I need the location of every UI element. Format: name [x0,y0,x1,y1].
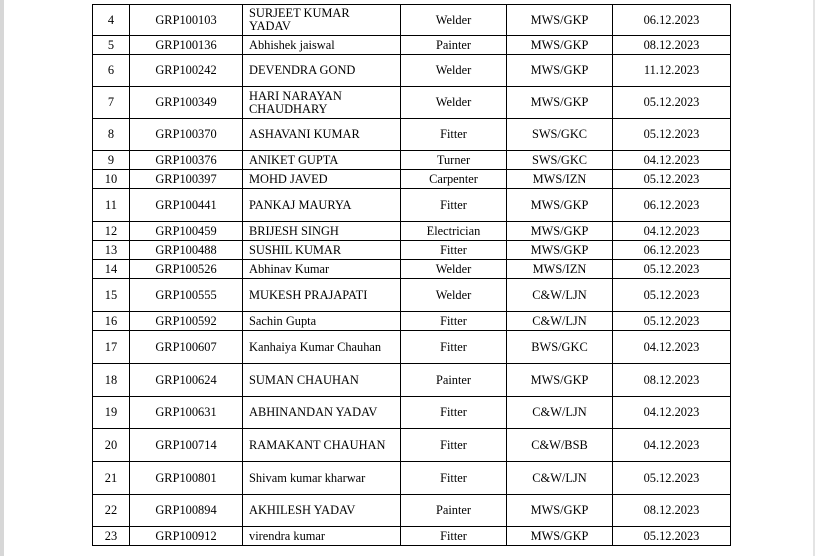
candidate-name-cell: BRIJESH SINGH [243,222,401,241]
serial-number-cell: 4 [93,5,130,36]
table-row [93,5,731,36]
candidate-name-cell: SUMAN CHAUHAN [243,364,401,397]
trade-cell: Painter [401,495,507,527]
candidate-name-cell: Abhinav Kumar [243,260,401,279]
date-cell: 04.12.2023 [613,151,731,170]
candidate-name-cell: Abhishek jaiswal [243,36,401,55]
registration-id-cell: GRP100801 [130,462,243,495]
unit-cell: MWS/GKP [507,222,613,241]
serial-number-cell: 9 [93,151,130,170]
unit-cell: MWS/GKP [507,87,613,119]
registration-id-cell: GRP100607 [130,331,243,364]
registration-id-cell: GRP100714 [130,429,243,462]
registration-id-cell: GRP100488 [130,241,243,260]
registration-id-cell: GRP100397 [130,170,243,189]
serial-number-cell: 16 [93,312,130,331]
table-row [93,279,731,312]
registration-id-cell: GRP100526 [130,260,243,279]
trade-cell: Electrician [401,222,507,241]
trade-cell: Welder [401,5,507,36]
date-cell: 06.12.2023 [613,241,731,260]
serial-number-cell: 6 [93,55,130,87]
table-row [93,151,731,170]
trade-cell: Welder [401,87,507,119]
unit-cell: MWS/GKP [507,527,613,546]
table-row [93,87,731,119]
unit-cell: C&W/BSB [507,429,613,462]
candidate-name-cell: MOHD JAVED [243,170,401,189]
date-cell: 05.12.2023 [613,260,731,279]
unit-cell: MWS/GKP [507,495,613,527]
candidate-name-cell: Sachin Gupta [243,312,401,331]
registration-id-cell: GRP100555 [130,279,243,312]
trade-cell: Fitter [401,119,507,151]
table-row [93,429,731,462]
serial-number-cell: 13 [93,241,130,260]
table-row [93,331,731,364]
registration-id-cell: GRP100631 [130,397,243,429]
trade-cell: Fitter [401,397,507,429]
unit-cell: MWS/GKP [507,364,613,397]
unit-cell: MWS/GKP [507,5,613,36]
trade-cell: Fitter [401,189,507,222]
trade-cell: Fitter [401,462,507,495]
table-row [93,495,731,527]
serial-number-cell: 17 [93,331,130,364]
serial-number-cell: 12 [93,222,130,241]
unit-cell: MWS/IZN [507,170,613,189]
date-cell: 04.12.2023 [613,429,731,462]
date-cell: 06.12.2023 [613,5,731,36]
serial-number-cell: 5 [93,36,130,55]
table-row [93,36,731,55]
registration-id-cell: GRP100136 [130,36,243,55]
serial-number-cell: 10 [93,170,130,189]
registration-id-cell: GRP100349 [130,87,243,119]
table-row [93,189,731,222]
date-cell: 08.12.2023 [613,495,731,527]
unit-cell: MWS/GKP [507,189,613,222]
table-row [93,527,731,546]
registration-id-cell: GRP100103 [130,5,243,36]
viewer-left-edge [0,0,4,556]
table-row [93,222,731,241]
serial-number-cell: 21 [93,462,130,495]
candidate-name-cell: ASHAVANI KUMAR [243,119,401,151]
candidate-table [92,4,731,546]
date-cell: 04.12.2023 [613,222,731,241]
serial-number-cell: 8 [93,119,130,151]
serial-number-cell: 11 [93,189,130,222]
date-cell: 04.12.2023 [613,397,731,429]
registration-id-cell: GRP100441 [130,189,243,222]
date-cell: 05.12.2023 [613,170,731,189]
unit-cell: C&W/LJN [507,279,613,312]
candidate-name-cell: RAMAKANT CHAUHAN [243,429,401,462]
date-cell: 05.12.2023 [613,312,731,331]
unit-cell: MWS/GKP [507,241,613,260]
candidate-name-cell: Kanhaiya Kumar Chauhan [243,331,401,364]
registration-id-cell: GRP100370 [130,119,243,151]
candidate-name-cell: SUSHIL KUMAR [243,241,401,260]
trade-cell: Carpenter [401,170,507,189]
table-row [93,170,731,189]
date-cell: 08.12.2023 [613,36,731,55]
serial-number-cell: 18 [93,364,130,397]
trade-cell: Welder [401,260,507,279]
trade-cell: Fitter [401,527,507,546]
serial-number-cell: 20 [93,429,130,462]
trade-cell: Welder [401,55,507,87]
table-row [93,260,731,279]
unit-cell: C&W/LJN [507,462,613,495]
trade-cell: Turner [401,151,507,170]
candidate-name-cell: HARI NARAYAN CHAUDHARY [243,87,401,119]
date-cell: 05.12.2023 [613,279,731,312]
unit-cell: SWS/GKC [507,119,613,151]
date-cell: 05.12.2023 [613,462,731,495]
candidate-name-cell: SURJEET KUMAR YADAV [243,5,401,36]
registration-id-cell: GRP100376 [130,151,243,170]
table-row [93,364,731,397]
serial-number-cell: 14 [93,260,130,279]
trade-cell: Painter [401,364,507,397]
table-row [93,397,731,429]
date-cell: 05.12.2023 [613,119,731,151]
candidate-name-cell: Shivam kumar kharwar [243,462,401,495]
unit-cell: C&W/LJN [507,312,613,331]
candidate-name-cell: DEVENDRA GOND [243,55,401,87]
registration-id-cell: GRP100459 [130,222,243,241]
trade-cell: Fitter [401,312,507,331]
trade-cell: Fitter [401,429,507,462]
trade-cell: Fitter [401,331,507,364]
candidate-name-cell: virendra kumar [243,527,401,546]
table-row [93,312,731,331]
trade-cell: Painter [401,36,507,55]
registration-id-cell: GRP100912 [130,527,243,546]
candidate-name-cell: ABHINANDAN YADAV [243,397,401,429]
date-cell: 06.12.2023 [613,189,731,222]
candidate-name-cell: AKHILESH YADAV [243,495,401,527]
date-cell: 04.12.2023 [613,331,731,364]
table-row [93,55,731,87]
serial-number-cell: 19 [93,397,130,429]
unit-cell: C&W/LJN [507,397,613,429]
unit-cell: MWS/IZN [507,260,613,279]
candidate-name-cell: MUKESH PRAJAPATI [243,279,401,312]
date-cell: 11.12.2023 [613,55,731,87]
serial-number-cell: 22 [93,495,130,527]
registration-id-cell: GRP100894 [130,495,243,527]
serial-number-cell: 15 [93,279,130,312]
serial-number-cell: 7 [93,87,130,119]
table-row [93,119,731,151]
date-cell: 08.12.2023 [613,364,731,397]
table-row [93,462,731,495]
unit-cell: BWS/GKC [507,331,613,364]
table-row [93,241,731,260]
date-cell: 05.12.2023 [613,87,731,119]
serial-number-cell: 23 [93,527,130,546]
date-cell: 05.12.2023 [613,527,731,546]
unit-cell: MWS/GKP [507,36,613,55]
candidate-name-cell: PANKAJ MAURYA [243,189,401,222]
trade-cell: Fitter [401,241,507,260]
registration-id-cell: GRP100592 [130,312,243,331]
registration-id-cell: GRP100624 [130,364,243,397]
unit-cell: SWS/GKC [507,151,613,170]
unit-cell: MWS/GKP [507,55,613,87]
trade-cell: Welder [401,279,507,312]
registration-id-cell: GRP100242 [130,55,243,87]
candidate-name-cell: ANIKET GUPTA [243,151,401,170]
